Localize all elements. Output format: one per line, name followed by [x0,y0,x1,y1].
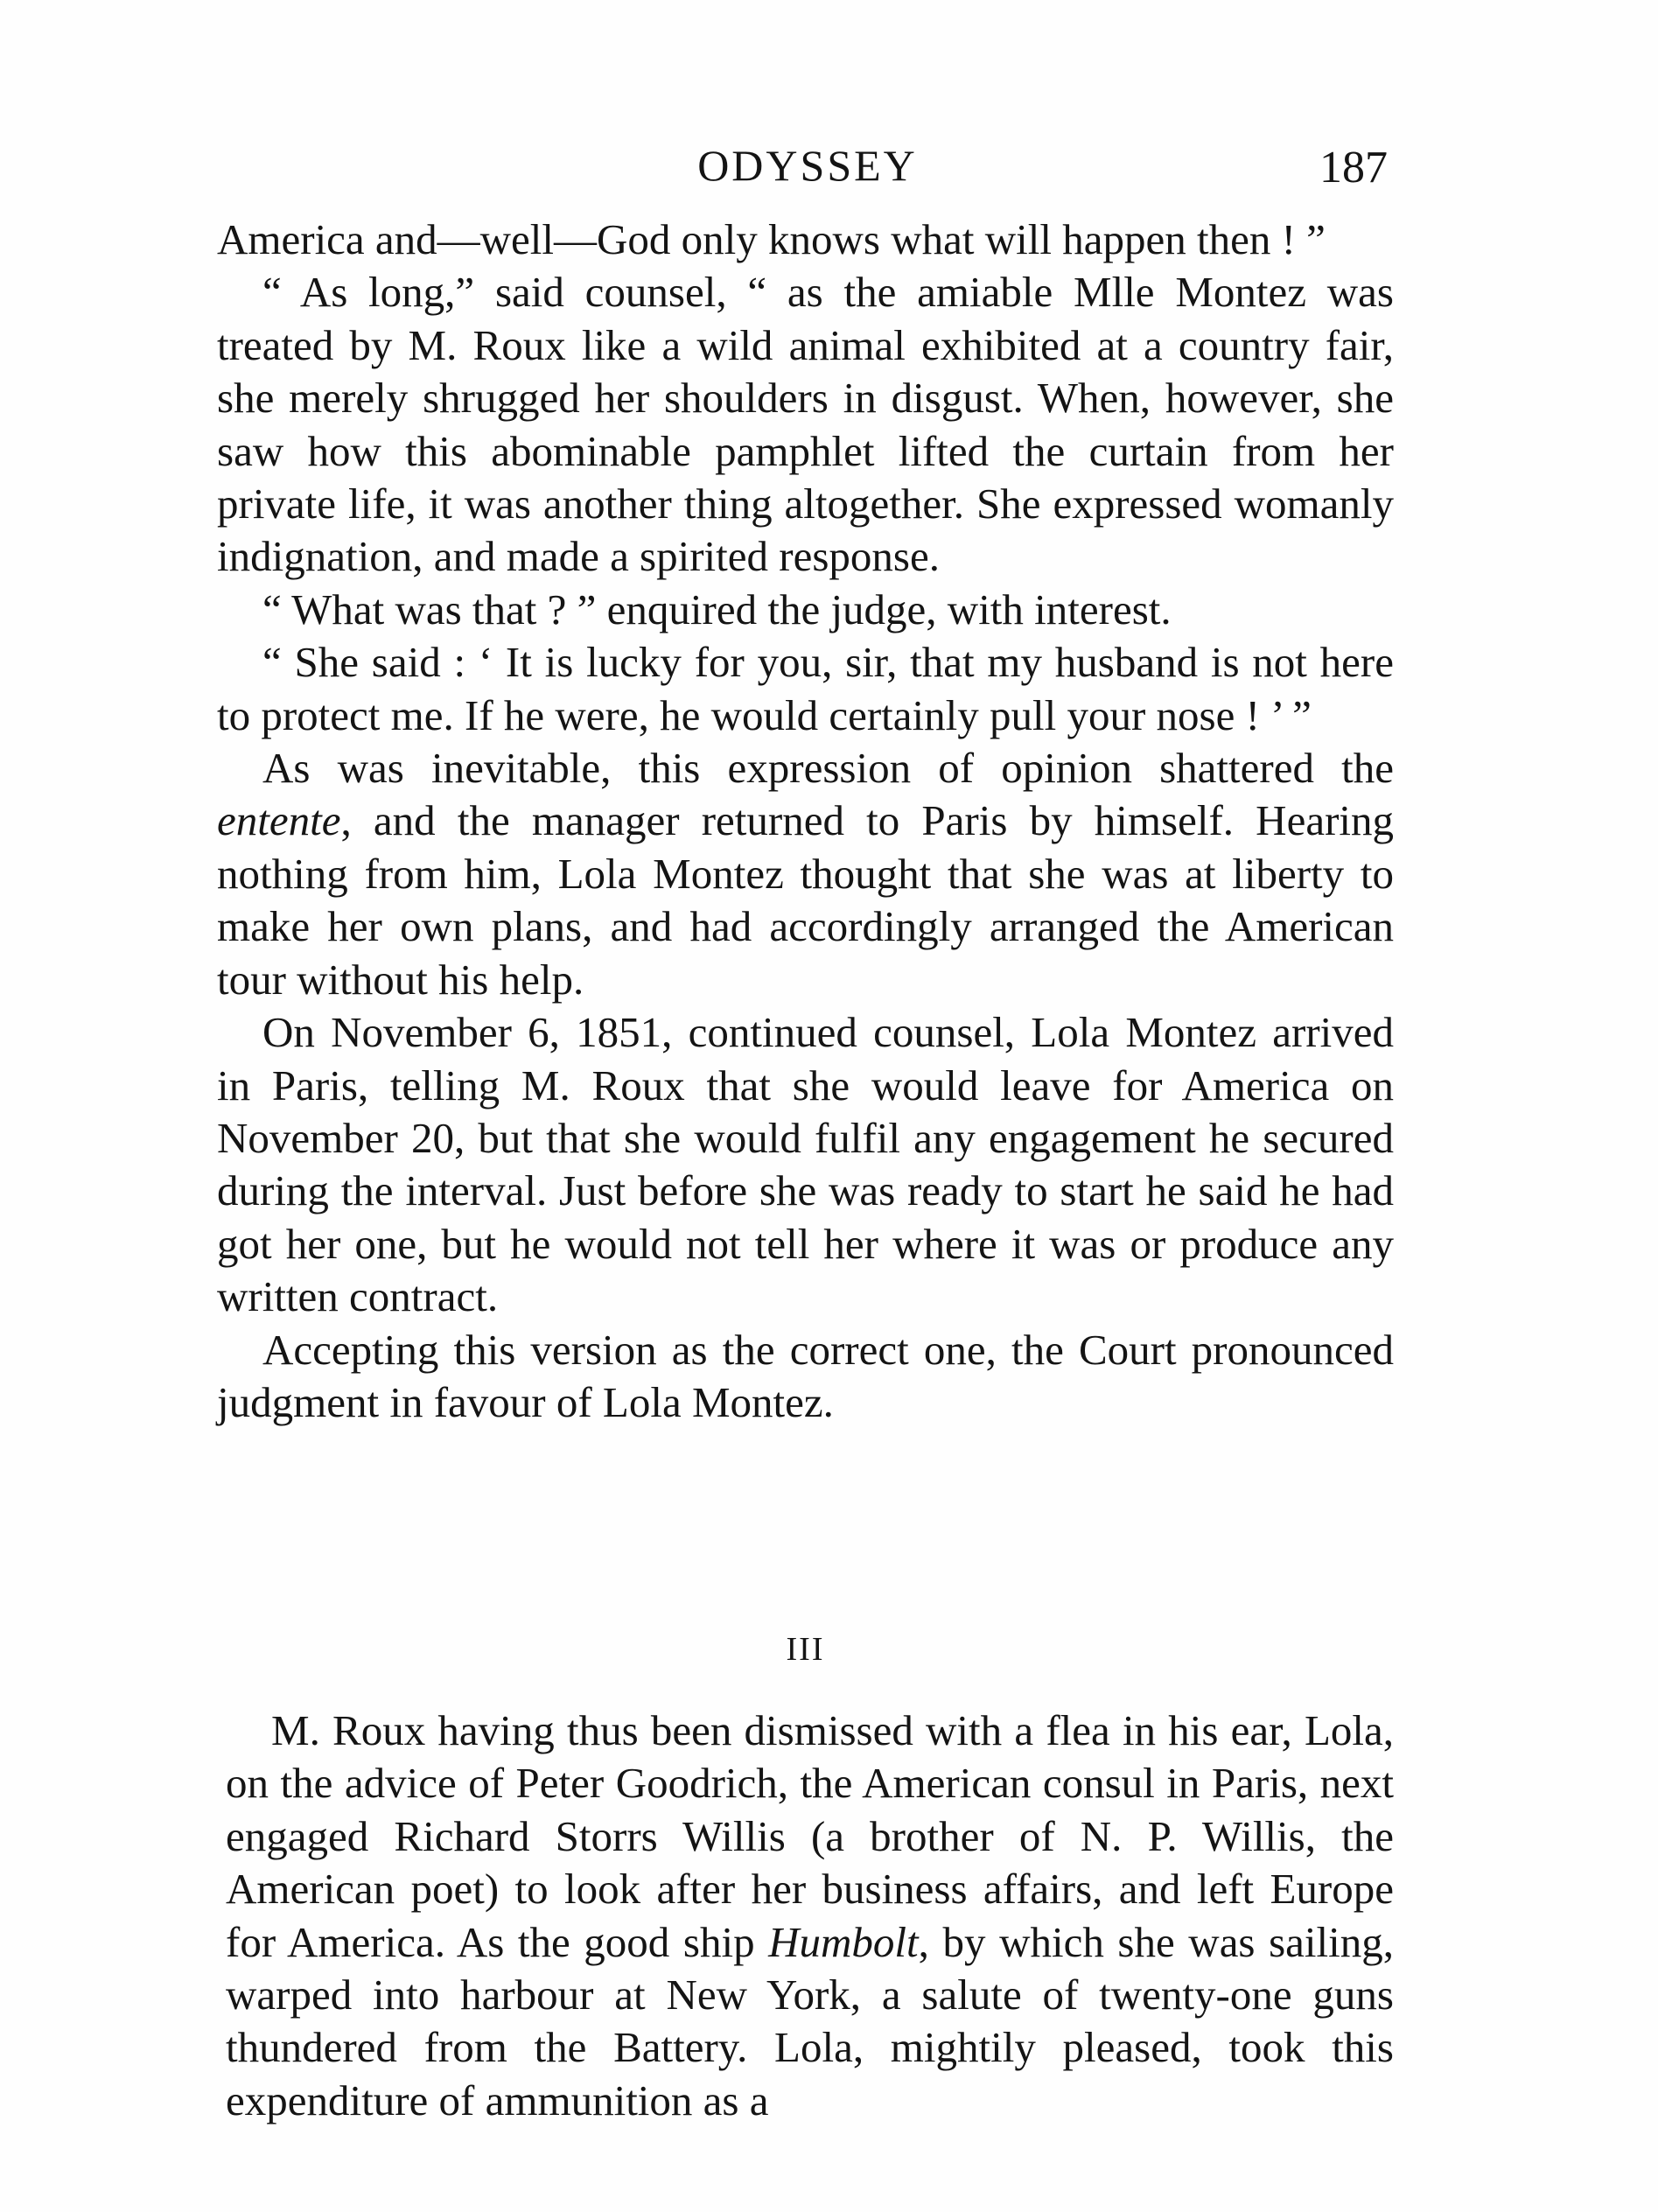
paragraph-counsel-speech [217,266,1394,583]
paragraph-text: America and—well—God only knows what will happen then ! ” [217,215,1326,263]
paragraph-text: , by which she was sailing, warped into harbour at New York, a salute of twenty-one guns thundered from the Battery. Lola, mightily pleased, took this expenditure of ammunition as a [226,1917,1394,2124]
section-heading: III [786,1631,825,1668]
paragraph-text: “ She said : ‘ It is lucky for you, sir, that my husband is not here to protect me. If he were, he would certainly pull your nose ! ’ ” [217,638,1394,739]
italic-term: entente [217,796,341,845]
paragraph-november [217,1006,1394,1323]
page-header [217,140,1398,201]
paragraph-text: Accepting this version as the correct one, the Court pronounced judgment in favour of Lola Montez. [217,1325,1394,1426]
paragraph-judge-question [217,584,1394,636]
running-title: ODYSSEY [697,141,918,190]
paragraph-text: “ As long,” said counsel, “ as the amiable Mlle Montez was treated by M. Roux like a wild animal exhibited at a country fair, she merely shrugged her shoulders in disgust. When, however, she saw how this abominable pamphlet lifted the curtain from her private life, it was another thing altogether. She expressed womanly indignation, and made a spirited response. [217,268,1394,581]
paragraph-text: On November 6, 1851, continued counsel, Lola Montez arrived in Paris, telling M. Roux that she would leave for America on November 20, but that she would fulfil any engagement he secured during the interval. Just before she was ready to start he said he had got her one, but he would not tell her where it was or produce any written contract. [217,1008,1394,1321]
section-body-text [226,1704,1394,2127]
paragraph-text: , and the manager returned to Paris by himself. Hearing nothing from him, Lola Montez thought that she was at liberty to make her own plans, and had accordingly arranged the American tour without his help. [217,796,1394,1004]
paragraph-text: As was inevitable, this expression of opinion shattered the [262,744,1394,793]
paragraph-judgment [217,1324,1394,1430]
body-text [217,214,1394,1429]
ship-name: Humbolt [768,1917,919,1966]
paragraph-response-quote [217,636,1394,742]
paragraph-entente [217,742,1394,1006]
paragraph-text: M. Roux having thus been dismissed with a flea in his ear, Lola, on the advice of Peter Goodrich, the American consul in Paris, next engaged Richard Storrs Willis (a brother of N. P. Willis, the American poet) to look after her business affairs, and left Europe for America. As the good ship [226,1706,1394,1966]
page-number: 187 [1319,143,1388,192]
paragraph-continuation [217,214,1394,266]
paragraph-section-three [226,1704,1394,2127]
paragraph-text: “ What was that ? ” enquired the judge, with interest. [262,584,1172,634]
